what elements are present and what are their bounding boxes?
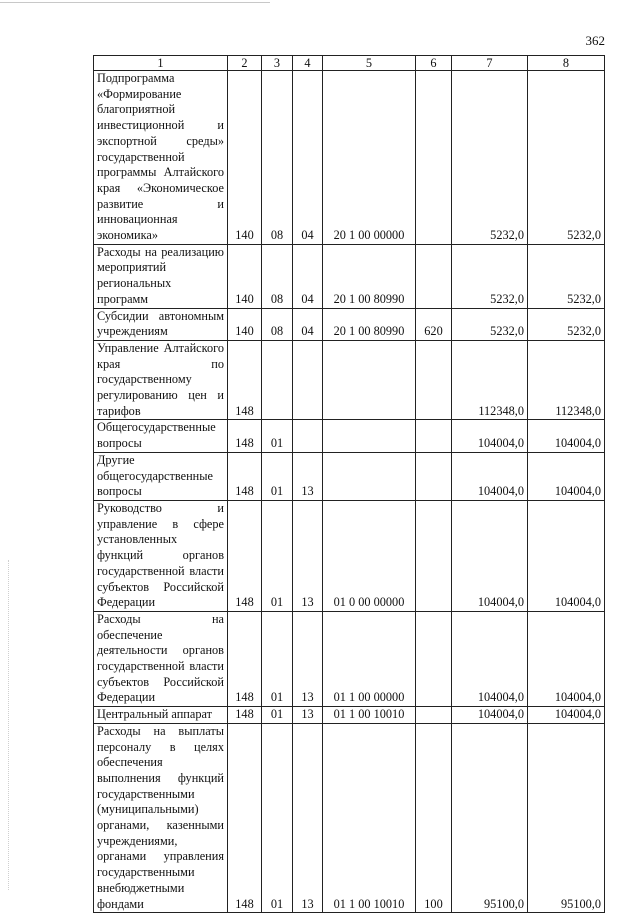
table-row bbox=[94, 452, 605, 500]
row-name: Подпрограмма «Формирование благоприятной инвестиционной и экспортной среды» государственной программы Алтайского края «Экономическое развитие и инновационная экономика» bbox=[94, 71, 228, 245]
row-expense-type bbox=[416, 420, 452, 452]
row-admin-code: 148 bbox=[228, 452, 262, 500]
row-subsection bbox=[293, 340, 323, 420]
row-amount-7: 5232,0 bbox=[452, 244, 528, 308]
row-admin-code: 140 bbox=[228, 71, 262, 245]
table-row bbox=[94, 723, 605, 912]
row-expense-type bbox=[416, 244, 452, 308]
row-admin-code: 148 bbox=[228, 420, 262, 452]
table-header-row bbox=[94, 56, 605, 71]
scan-edge-left bbox=[8, 560, 9, 890]
table-row bbox=[94, 611, 605, 706]
row-admin-code: 140 bbox=[228, 308, 262, 340]
row-subsection: 13 bbox=[293, 452, 323, 500]
col-header-4: 4 bbox=[293, 56, 323, 71]
row-subsection: 04 bbox=[293, 244, 323, 308]
row-name: Центральный аппарат bbox=[94, 707, 228, 724]
col-header-2: 2 bbox=[228, 56, 262, 71]
row-admin-code: 148 bbox=[228, 707, 262, 724]
row-amount-8: 104004,0 bbox=[528, 707, 605, 724]
row-subsection bbox=[293, 420, 323, 452]
row-admin-code: 148 bbox=[228, 723, 262, 912]
row-subsection: 04 bbox=[293, 308, 323, 340]
budget-table bbox=[93, 55, 605, 913]
row-amount-7: 104004,0 bbox=[452, 611, 528, 706]
row-section: 08 bbox=[262, 244, 293, 308]
col-header-3: 3 bbox=[262, 56, 293, 71]
row-section: 08 bbox=[262, 308, 293, 340]
page-number: 362 bbox=[585, 33, 605, 48]
row-expense-type bbox=[416, 340, 452, 420]
row-target-article bbox=[323, 340, 416, 420]
row-section: 01 bbox=[262, 723, 293, 912]
row-expense-type: 100 bbox=[416, 723, 452, 912]
row-amount-8: 104004,0 bbox=[528, 452, 605, 500]
col-header-6: 6 bbox=[416, 56, 452, 71]
row-amount-8: 5232,0 bbox=[528, 308, 605, 340]
row-name: Общегосударственные вопросы bbox=[94, 420, 228, 452]
row-subsection: 13 bbox=[293, 707, 323, 724]
table-row bbox=[94, 71, 605, 245]
table-row bbox=[94, 420, 605, 452]
row-amount-8: 95100,0 bbox=[528, 723, 605, 912]
row-target-article bbox=[323, 452, 416, 500]
row-amount-7: 104004,0 bbox=[452, 500, 528, 611]
table-row bbox=[94, 500, 605, 611]
row-section: 01 bbox=[262, 611, 293, 706]
row-section bbox=[262, 340, 293, 420]
table-row bbox=[94, 340, 605, 420]
row-name: Расходы на обеспечение деятельности органов государственной власти субъектов Российской Федерации bbox=[94, 611, 228, 706]
row-amount-8: 104004,0 bbox=[528, 500, 605, 611]
row-expense-type bbox=[416, 707, 452, 724]
row-amount-7: 104004,0 bbox=[452, 452, 528, 500]
row-amount-7: 5232,0 bbox=[452, 308, 528, 340]
col-header-7: 7 bbox=[452, 56, 528, 71]
row-admin-code: 148 bbox=[228, 611, 262, 706]
scan-edge-top bbox=[0, 2, 270, 3]
row-subsection: 13 bbox=[293, 723, 323, 912]
row-subsection: 13 bbox=[293, 611, 323, 706]
row-target-article: 01 1 00 10010 bbox=[323, 723, 416, 912]
row-target-article: 20 1 00 80990 bbox=[323, 308, 416, 340]
row-amount-7: 95100,0 bbox=[452, 723, 528, 912]
row-subsection: 13 bbox=[293, 500, 323, 611]
row-name: Руководство и управление в сфере установленных функций органов государственной власти субъектов Российской Федерации bbox=[94, 500, 228, 611]
row-section: 01 bbox=[262, 707, 293, 724]
row-expense-type bbox=[416, 71, 452, 245]
row-amount-8: 104004,0 bbox=[528, 420, 605, 452]
row-name: Управление Алтайского края по государственному регулированию цен и тарифов bbox=[94, 340, 228, 420]
row-expense-type: 620 bbox=[416, 308, 452, 340]
row-name: Расходы на реализацию мероприятий региональных программ bbox=[94, 244, 228, 308]
row-section: 01 bbox=[262, 500, 293, 611]
row-target-article: 01 1 00 10010 bbox=[323, 707, 416, 724]
row-target-article bbox=[323, 420, 416, 452]
col-header-8: 8 bbox=[528, 56, 605, 71]
row-expense-type bbox=[416, 452, 452, 500]
row-amount-7: 104004,0 bbox=[452, 420, 528, 452]
row-target-article: 20 1 00 00000 bbox=[323, 71, 416, 245]
row-name: Субсидии автономным учреждениям bbox=[94, 308, 228, 340]
row-section: 08 bbox=[262, 71, 293, 245]
row-name: Другие общегосударственные вопросы bbox=[94, 452, 228, 500]
row-amount-8: 5232,0 bbox=[528, 244, 605, 308]
row-target-article: 01 1 00 00000 bbox=[323, 611, 416, 706]
row-amount-8: 104004,0 bbox=[528, 611, 605, 706]
table-row bbox=[94, 707, 605, 724]
row-admin-code: 140 bbox=[228, 244, 262, 308]
col-header-5: 5 bbox=[323, 56, 416, 71]
table-row bbox=[94, 244, 605, 308]
row-subsection: 04 bbox=[293, 71, 323, 245]
row-target-article: 20 1 00 80990 bbox=[323, 244, 416, 308]
row-expense-type bbox=[416, 500, 452, 611]
row-amount-7: 112348,0 bbox=[452, 340, 528, 420]
table-row bbox=[94, 308, 605, 340]
row-admin-code: 148 bbox=[228, 500, 262, 611]
row-amount-7: 104004,0 bbox=[452, 707, 528, 724]
col-header-1: 1 bbox=[94, 56, 228, 71]
row-amount-8: 5232,0 bbox=[528, 71, 605, 245]
row-amount-7: 5232,0 bbox=[452, 71, 528, 245]
row-target-article: 01 0 00 00000 bbox=[323, 500, 416, 611]
row-admin-code: 148 bbox=[228, 340, 262, 420]
row-amount-8: 112348,0 bbox=[528, 340, 605, 420]
row-expense-type bbox=[416, 611, 452, 706]
row-name: Расходы на выплаты персоналу в целях обеспечения выполнения функций государственными (муниципальными) органами, казенными учреждениями, органами управления государственными внебюджетными фондами bbox=[94, 723, 228, 912]
row-section: 01 bbox=[262, 452, 293, 500]
row-section: 01 bbox=[262, 420, 293, 452]
